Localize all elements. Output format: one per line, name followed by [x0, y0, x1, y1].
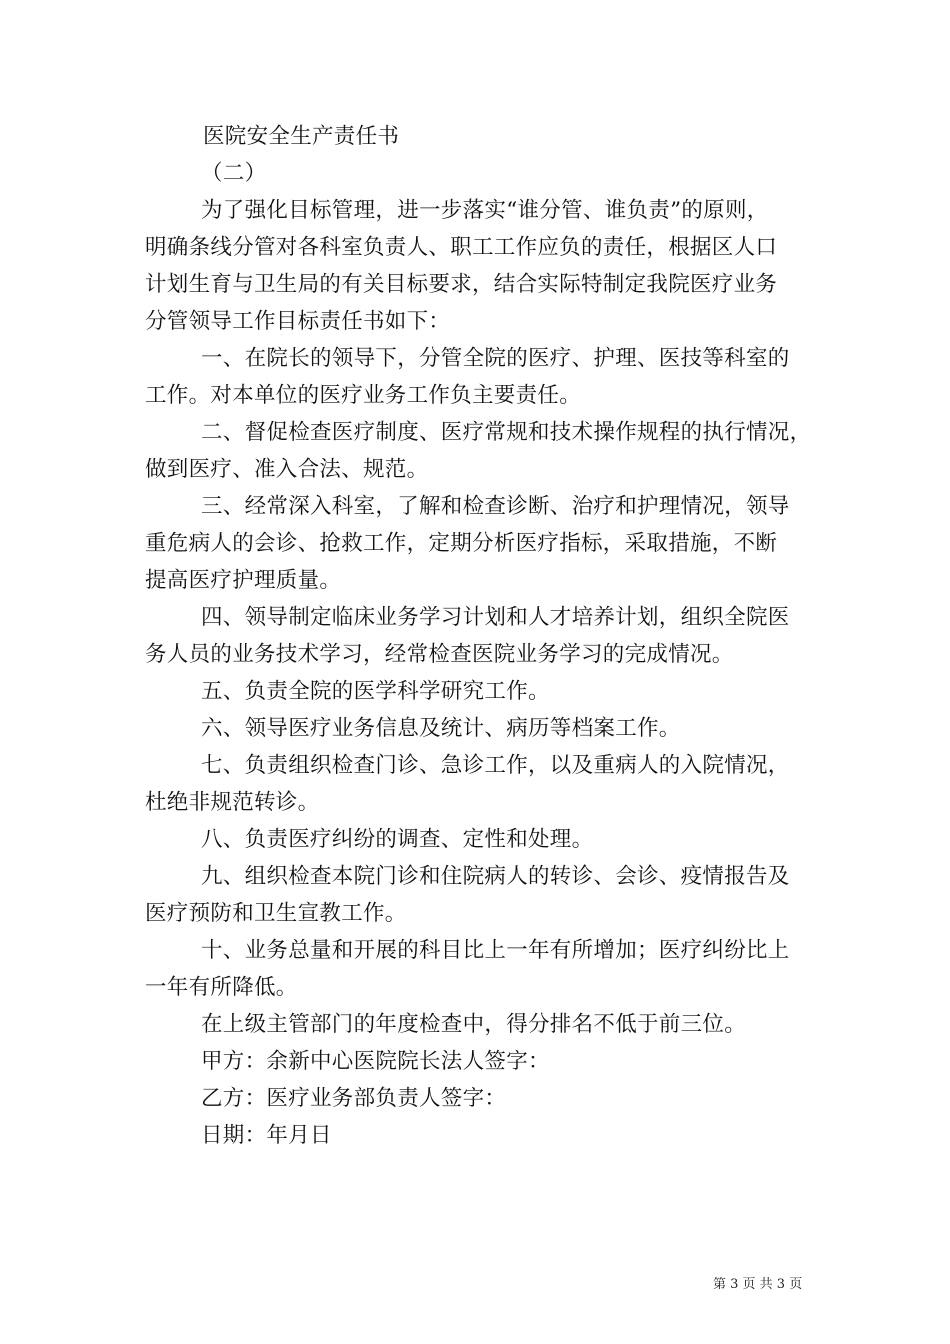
- page-number: 第 3 页 共 3 页: [713, 1277, 803, 1292]
- paragraph-line: 重危病人的会诊、抢救工作，定期分析医疗指标，采取措施，不断: [145, 531, 778, 556]
- paragraph-line: 七、负责组织检查门诊、急诊工作，以及重病人的入院情况，: [201, 753, 790, 778]
- paragraph-line: 三、经常深入科室，了解和检查诊断、治疗和护理情况，领导: [201, 494, 790, 519]
- signature-party-a: 甲方：余新中心医院院长法人签字：: [201, 1049, 550, 1074]
- paragraph-line: 在上级主管部门的年度检查中，得分排名不低于前三位。: [201, 1012, 747, 1037]
- paragraph-line: 一年有所降低。: [145, 975, 298, 1000]
- document-subtitle: （二）: [201, 161, 267, 186]
- paragraph-line: 医疗预防和卫生宣教工作。: [145, 901, 407, 926]
- paragraph-line: 四、领导制定临床业务学习计划和人才培养计划，组织全院医: [201, 605, 790, 630]
- paragraph-line: 八、负责医疗纠纷的调查、定性和处理。: [201, 827, 594, 852]
- paragraph-line: 六、领导医疗业务信息及统计、病历等档案工作。: [201, 716, 681, 741]
- paragraph-line: 一、在院长的领导下，分管全院的医疗、护理、医技等科室的: [201, 346, 790, 371]
- paragraph-line: 明确条线分管对各科室负责人、职工工作应负的责任，根据区人口: [145, 235, 778, 260]
- signature-date: 日期：年月日: [201, 1123, 332, 1148]
- paragraph-line: 计划生育与卫生局的有关目标要求，结合实际特制定我院医疗业务: [145, 272, 778, 297]
- document-title: 医院安全生产责任书: [203, 124, 400, 149]
- paragraph-line: 做到医疗、准入合法、规范。: [145, 457, 429, 482]
- paragraph-line: 五、负责全院的医学科学研究工作。: [201, 679, 550, 704]
- paragraph-line: 九、组织检查本院门诊和住院病人的转诊、会诊、疫情报告及: [201, 864, 790, 889]
- paragraph-line: 二、督促检查医疗制度、医疗常规和技术操作规程的执行情况，: [201, 420, 812, 445]
- paragraph-line: 分管领导工作目标责任书如下：: [145, 309, 451, 334]
- paragraph-line: 杜绝非规范转诊。: [145, 790, 320, 815]
- signature-party-b: 乙方：医疗业务部负责人签字：: [201, 1086, 507, 1111]
- document-body: [145, 118, 810, 1154]
- paragraph-line: 为了强化目标管理，进一步落实“谁分管、谁负责”的原则，: [201, 198, 769, 223]
- paragraph-line: 工作。对本单位的医疗业务工作负主要责任。: [145, 383, 582, 408]
- paragraph-line: 十、业务总量和开展的科目比上一年有所增加；医疗纠纷比上: [201, 938, 790, 963]
- paragraph-line: 提高医疗护理质量。: [145, 568, 342, 593]
- paragraph-line: 务人员的业务技术学习，经常检查医院业务学习的完成情况。: [145, 642, 734, 667]
